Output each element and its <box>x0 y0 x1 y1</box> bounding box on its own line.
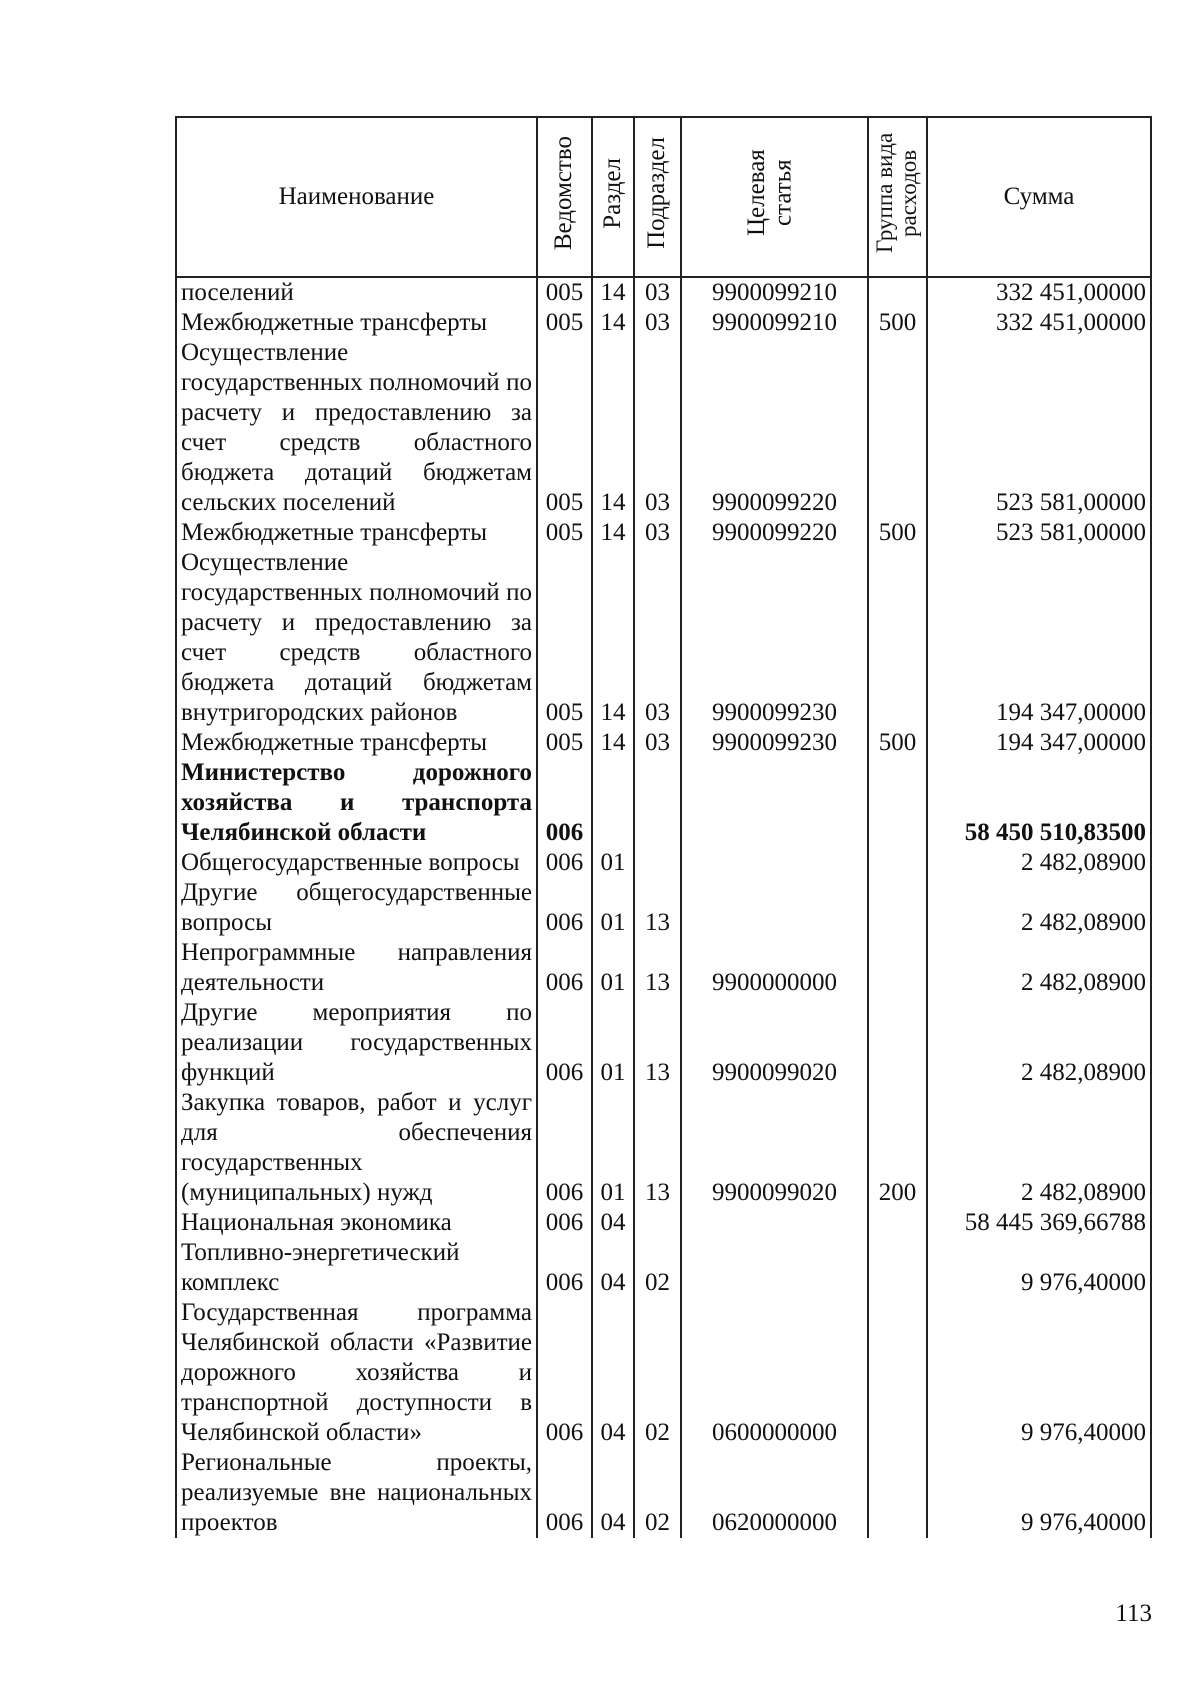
table-row <box>176 848 1151 878</box>
header-vedomstvo: Ведомство <box>550 135 578 251</box>
cell-celevaya: 0620000000 <box>681 1448 868 1538</box>
cell-celevaya <box>681 758 868 848</box>
cell-summa: 332 451,00000 <box>927 277 1151 308</box>
table-row <box>176 1088 1151 1208</box>
table-row <box>176 277 1151 308</box>
cell-name: Закупка товаров, работ и услуг для обеспечения государственных (муниципальных) нужд <box>176 1088 537 1208</box>
cell-celevaya: 9900099230 <box>681 728 868 758</box>
cell-podrazdel: 02 <box>634 1448 681 1538</box>
cell-razdel: 14 <box>592 338 634 518</box>
cell-podrazdel <box>634 1208 681 1238</box>
cell-name: Межбюджетные трансферты <box>176 308 537 338</box>
budget-table <box>175 116 1152 1538</box>
cell-vedomstvo: 006 <box>537 878 592 938</box>
cell-celevaya: 9900099230 <box>681 548 868 728</box>
cell-vedomstvo: 005 <box>537 277 592 308</box>
cell-summa: 2 482,08900 <box>927 938 1151 998</box>
table-row <box>176 518 1151 548</box>
cell-summa: 194 347,00000 <box>927 548 1151 728</box>
header-razdel: Раздел <box>598 157 626 229</box>
cell-razdel: 14 <box>592 548 634 728</box>
cell-name: Межбюджетные трансферты <box>176 728 537 758</box>
table-row <box>176 938 1151 998</box>
cell-razdel: 14 <box>592 277 634 308</box>
cell-name: Осуществление государственных полномочий по расчету и предоставлению за счет средств областного бюджета дотаций бюджетам внутригородских районов <box>176 548 537 728</box>
cell-name: Национальная экономика <box>176 1208 537 1238</box>
table-row <box>176 1208 1151 1238</box>
table-row <box>176 338 1151 518</box>
cell-vedomstvo: 005 <box>537 728 592 758</box>
table-row <box>176 308 1151 338</box>
cell-name: Другие общегосударственные вопросы <box>176 878 537 938</box>
cell-podrazdel <box>634 758 681 848</box>
cell-podrazdel: 02 <box>634 1238 681 1298</box>
cell-gruppa <box>868 848 927 878</box>
cell-summa: 523 581,00000 <box>927 338 1151 518</box>
cell-podrazdel: 02 <box>634 1298 681 1448</box>
cell-razdel: 04 <box>592 1448 634 1538</box>
header-gruppa: Группа вида расходов <box>871 132 921 254</box>
cell-summa: 9 976,40000 <box>927 1238 1151 1298</box>
cell-razdel: 14 <box>592 728 634 758</box>
cell-summa: 2 482,08900 <box>927 1088 1151 1208</box>
cell-gruppa <box>868 1298 927 1448</box>
header-name: Наименование <box>176 117 537 277</box>
cell-celevaya: 9900099020 <box>681 998 868 1088</box>
cell-name: Межбюджетные трансферты <box>176 518 537 548</box>
page-number: 113 <box>1115 1600 1152 1627</box>
cell-vedomstvo: 006 <box>537 1238 592 1298</box>
cell-gruppa <box>868 1238 927 1298</box>
table-row <box>176 548 1151 728</box>
cell-summa: 9 976,40000 <box>927 1448 1151 1538</box>
cell-podrazdel: 03 <box>634 728 681 758</box>
cell-name: Государственная программа Челябинской области «Развитие дорожного хозяйства и транспортной доступности в Челябинской области» <box>176 1298 537 1448</box>
cell-vedomstvo: 006 <box>537 1448 592 1538</box>
cell-razdel: 01 <box>592 998 634 1088</box>
cell-gruppa <box>868 338 927 518</box>
cell-gruppa: 500 <box>868 518 927 548</box>
cell-summa: 58 450 510,83500 <box>927 758 1151 848</box>
cell-name: Региональные проекты, реализуемые вне национальных проектов <box>176 1448 537 1538</box>
cell-name: поселений <box>176 277 537 308</box>
cell-celevaya <box>681 848 868 878</box>
cell-vedomstvo: 006 <box>537 1088 592 1208</box>
cell-vedomstvo: 006 <box>537 998 592 1088</box>
cell-summa: 2 482,08900 <box>927 848 1151 878</box>
cell-summa: 2 482,08900 <box>927 998 1151 1088</box>
cell-name: Министерство дорожного хозяйства и транспорта Челябинской области <box>176 758 537 848</box>
cell-razdel: 14 <box>592 518 634 548</box>
cell-gruppa: 500 <box>868 728 927 758</box>
cell-razdel <box>592 758 634 848</box>
cell-celevaya <box>681 1208 868 1238</box>
table-row <box>176 728 1151 758</box>
cell-gruppa <box>868 758 927 848</box>
cell-gruppa <box>868 878 927 938</box>
cell-celevaya <box>681 1238 868 1298</box>
cell-summa: 332 451,00000 <box>927 308 1151 338</box>
cell-vedomstvo: 006 <box>537 848 592 878</box>
cell-name: Другие мероприятия по реализации государственных функций <box>176 998 537 1088</box>
cell-summa: 58 445 369,66788 <box>927 1208 1151 1238</box>
cell-razdel: 01 <box>592 938 634 998</box>
cell-razdel: 04 <box>592 1298 634 1448</box>
cell-podrazdel: 03 <box>634 338 681 518</box>
cell-summa: 523 581,00000 <box>927 518 1151 548</box>
table-row <box>176 1448 1151 1538</box>
cell-name: Непрограммные направления деятельности <box>176 938 537 998</box>
cell-name: Осуществление государственных полномочий по расчету и предоставлению за счет средств областного бюджета дотаций бюджетам сельских поселений <box>176 338 537 518</box>
cell-gruppa: 500 <box>868 308 927 338</box>
cell-celevaya: 9900099210 <box>681 308 868 338</box>
cell-razdel: 01 <box>592 1088 634 1208</box>
cell-vedomstvo: 006 <box>537 1298 592 1448</box>
cell-celevaya: 9900099020 <box>681 1088 868 1208</box>
cell-razdel: 01 <box>592 878 634 938</box>
table-row <box>176 1298 1151 1448</box>
cell-summa: 9 976,40000 <box>927 1298 1151 1448</box>
cell-razdel: 04 <box>592 1208 634 1238</box>
table-row <box>176 878 1151 938</box>
cell-podrazdel: 03 <box>634 548 681 728</box>
cell-podrazdel: 13 <box>634 878 681 938</box>
cell-celevaya: 9900099220 <box>681 518 868 548</box>
cell-celevaya: 0600000000 <box>681 1298 868 1448</box>
table-row <box>176 758 1151 848</box>
table-body <box>176 277 1151 1538</box>
cell-podrazdel: 03 <box>634 308 681 338</box>
cell-name: Топливно-энергетический комплекс <box>176 1238 537 1298</box>
table-header-row <box>176 117 1151 277</box>
cell-vedomstvo: 005 <box>537 548 592 728</box>
cell-celevaya: 9900000000 <box>681 938 868 998</box>
cell-vedomstvo: 005 <box>537 518 592 548</box>
cell-razdel: 14 <box>592 308 634 338</box>
cell-celevaya: 9900099210 <box>681 277 868 308</box>
cell-podrazdel: 13 <box>634 1088 681 1208</box>
cell-gruppa: 200 <box>868 1088 927 1208</box>
cell-gruppa <box>868 548 927 728</box>
cell-podrazdel: 13 <box>634 998 681 1088</box>
cell-name: Общегосударственные вопросы <box>176 848 537 878</box>
cell-vedomstvo: 005 <box>537 338 592 518</box>
header-summa: Сумма <box>927 117 1151 277</box>
cell-gruppa <box>868 277 927 308</box>
cell-celevaya: 9900099220 <box>681 338 868 518</box>
cell-razdel: 01 <box>592 848 634 878</box>
table-row <box>176 998 1151 1088</box>
cell-gruppa <box>868 1448 927 1538</box>
cell-celevaya <box>681 878 868 938</box>
cell-gruppa <box>868 938 927 998</box>
table-row <box>176 1238 1151 1298</box>
cell-vedomstvo: 006 <box>537 758 592 848</box>
cell-gruppa <box>868 1208 927 1238</box>
cell-razdel: 04 <box>592 1238 634 1298</box>
cell-vedomstvo: 006 <box>537 938 592 998</box>
cell-summa: 194 347,00000 <box>927 728 1151 758</box>
cell-podrazdel <box>634 848 681 878</box>
cell-podrazdel: 03 <box>634 277 681 308</box>
cell-podrazdel: 13 <box>634 938 681 998</box>
header-podrazdel: Подраздел <box>643 137 671 249</box>
cell-vedomstvo: 006 <box>537 1208 592 1238</box>
header-celevaya: Целевая статья <box>742 149 796 237</box>
cell-vedomstvo: 005 <box>537 308 592 338</box>
cell-gruppa <box>868 998 927 1088</box>
cell-summa: 2 482,08900 <box>927 878 1151 938</box>
cell-podrazdel: 03 <box>634 518 681 548</box>
